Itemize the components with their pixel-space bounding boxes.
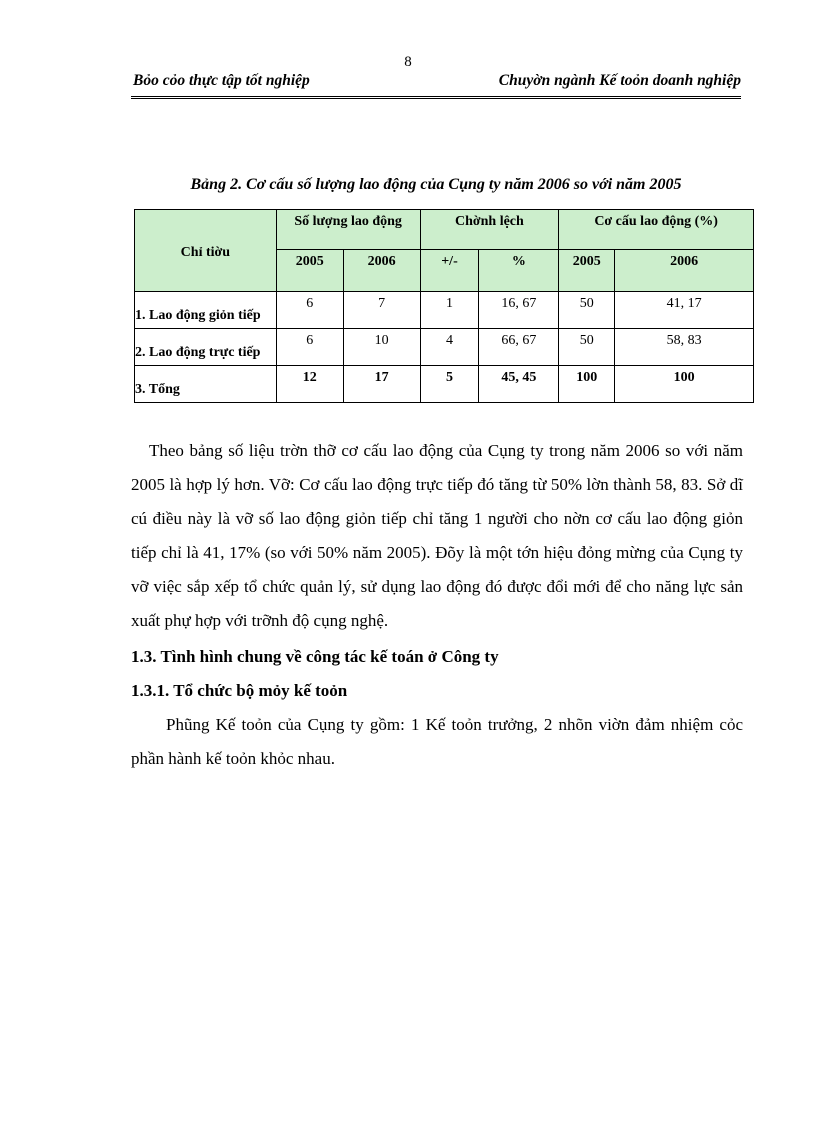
- table-cell: 6: [276, 292, 343, 329]
- page-number: 8: [404, 54, 412, 70]
- header-indicator: Chỉ tiờu: [135, 210, 277, 292]
- table-row: [135, 329, 754, 366]
- row-label: 3. Tổng: [135, 366, 277, 403]
- subheader-cell: %: [479, 250, 559, 292]
- table-cell: 100: [559, 366, 615, 403]
- table-header-row: [135, 210, 754, 250]
- row-label: 2. Lao động trực tiếp: [135, 329, 277, 366]
- section-heading: 1.3. Tình hình chung về công tác kế toán ở Công ty: [131, 647, 499, 666]
- page-header: [131, 72, 741, 99]
- table-cell: 66, 67: [479, 329, 559, 366]
- subheader-cell: +/-: [420, 250, 479, 292]
- table-cell: 17: [343, 366, 420, 403]
- table-cell: 6: [276, 329, 343, 366]
- table-row-total: [135, 366, 754, 403]
- header-difference: Chờnh lệch: [420, 210, 559, 250]
- header-quantity: Số lượng lao động: [276, 210, 420, 250]
- table-cell: 45, 45: [479, 366, 559, 403]
- table-cell: 16, 67: [479, 292, 559, 329]
- table-cell: 10: [343, 329, 420, 366]
- table-cell: 50: [559, 329, 615, 366]
- table-cell: 5: [420, 366, 479, 403]
- subsection-heading: 1.3.1. Tổ chức bộ mỏy kế toỏn: [131, 681, 348, 700]
- table-row: [135, 292, 754, 329]
- row-label: 1. Lao động giỏn tiếp: [135, 292, 277, 329]
- table-cell: 4: [420, 329, 479, 366]
- subheader-cell: 2006: [615, 250, 754, 292]
- table-cell: 58, 83: [615, 329, 754, 366]
- table-cell: 1: [420, 292, 479, 329]
- table-cell: 7: [343, 292, 420, 329]
- header-structure: Cơ cấu lao động (%): [559, 210, 754, 250]
- table-cell: 100: [615, 366, 754, 403]
- table-cell: 41, 17: [615, 292, 754, 329]
- body-paragraph: Phũng Kế toỏn của Cụng ty gồm: 1 Kế toỏn trưởng, 2 nhõn viờn đảm nhiệm cỏc phần hành kế toỏn khỏc nhau.: [131, 715, 743, 768]
- header-major: Chuyờn ngành Kế toỏn doanh nghiệp: [498, 72, 741, 89]
- subheader-cell: 2006: [343, 250, 420, 292]
- table-cell: 12: [276, 366, 343, 403]
- analysis-paragraph: Theo bảng số liệu trờn thỡ cơ cấu lao động của Cụng ty trong năm 2006 so với năm 2005 là hợp lý hơn. Vỡ: Cơ cấu lao động trực tiếp đó tăng từ 50% lờn thành 58, 83. Sở dĩ cú điều này là vỡ số lao động giỏn tiếp chỉ tăng 1 người cho nờn cơ cấu lao động giỏn tiếp chỉ là 41, 17% (so với 50% năm 2005). Đõy là một tớn hiệu đỏng mừng của Cụng ty vỡ việc sắp xếp tổ chức quản lý, sử dụng lao động đó được đổi mới để cho năng lực sản xuất phự hợp với trỡnh độ cụng nghệ.: [131, 441, 743, 630]
- table-cell: 50: [559, 292, 615, 329]
- table-caption: Bảng 2. Cơ cấu số lượng lao động của Cụng ty năm 2006 so với năm 2005: [190, 176, 682, 193]
- subheader-cell: 2005: [559, 250, 615, 292]
- labor-structure-table: [134, 209, 754, 403]
- subheader-cell: 2005: [276, 250, 343, 292]
- header-report-title: Bỏo cỏo thực tập tốt nghiệp: [133, 72, 310, 89]
